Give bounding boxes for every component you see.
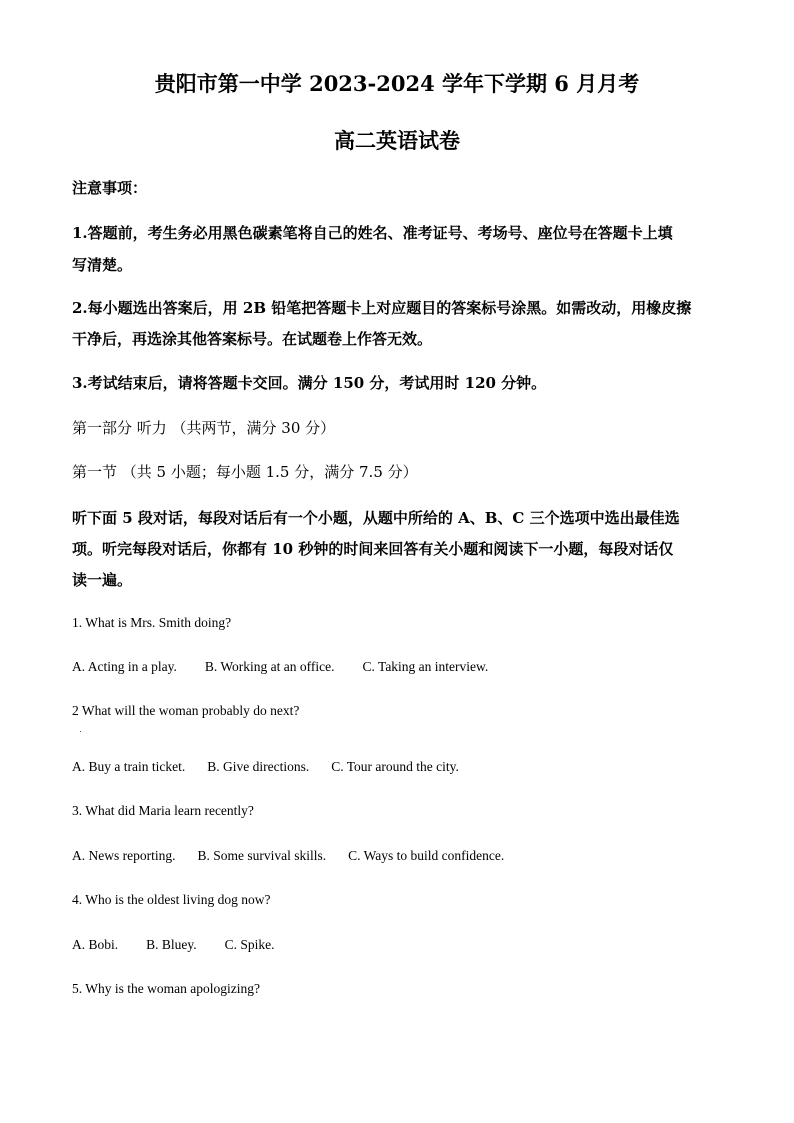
notice-item-2-line-1: 2.每小题选出答案后，用 2B 铅笔把答题卡上对应题目的答案标号涂黑。如需改动，用橡皮擦 [72,299,692,317]
question-3: 3. What did Maria learn recently? [72,803,254,818]
question-2-option-c: C. Tour around the city. [331,759,459,774]
question-1-option-b: B. Working at an office. [204,659,335,674]
notice-item-1-line-2: 写清楚。 [72,256,133,274]
notice-heading: 注意事项： [72,179,148,197]
question-3-option-b: B. Some survival skills. [197,848,327,863]
question-4-options [72,937,275,953]
question-5: 5. Why is the woman apologizing? [72,981,260,996]
question-4-option-a: A. Bobi. [72,937,119,952]
notice-item-2-line-2: 干净后，再选涂其他答案标号。在试题卷上作答无效。 [72,330,433,348]
instructions-line-1: 听下面 5 段对话，每段对话后有一个小题，从题中所给的 A、B、C 三个选项中选出最佳选 [72,509,680,527]
notice-item-3: 3.考试结束后，请将答题卡交回。满分 150 分，考试用时 120 分钟。 [72,374,547,392]
question-3-options [72,848,504,864]
question-1-options [72,659,488,675]
question-4-option-c: C. Spike. [224,937,275,952]
question-4: 4. Who is the oldest living dog now? [72,892,271,907]
instructions-line-2: 项。听完每段对话后，你都有 10 秒钟的时间来回答有关小题和阅读下一小题，每段对话仅 [72,540,674,558]
question-3-option-c: C. Ways to build confidence. [348,848,505,863]
question-2-options [72,759,459,775]
instructions-line-3: 读一遍。 [72,571,133,589]
part-one-heading: 第一部分 听力 （共两节，满分 30 分） [72,419,336,437]
stray-mark [80,731,81,732]
exam-subtitle: 高二英语试卷 [334,128,460,153]
question-3-option-a: A. News reporting. [72,848,176,863]
question-2-option-b: B. Give directions. [207,759,310,774]
question-1: 1. What is Mrs. Smith doing? [72,615,232,630]
notice-item-1-line-1: 1.答题前，考生务必用黑色碳素笔将自己的姓名、准考证号、考场号、座位号在答题卡上填 [72,224,673,242]
question-2-option-a: A. Buy a train ticket. [72,759,186,774]
question-1-option-c: C. Taking an interview. [362,659,489,674]
question-2: 2 What will the woman probably do next? [72,703,300,718]
exam-title: 贵阳市第一中学 2023-2024 学年下学期 6 月月考 [154,71,640,96]
question-1-option-a: A. Acting in a play. [72,659,177,674]
question-4-option-b: B. Bluey. [146,937,197,952]
section-one-heading: 第一节 （共 5 小题；每小题 1.5 分，满分 7.5 分） [72,463,418,481]
